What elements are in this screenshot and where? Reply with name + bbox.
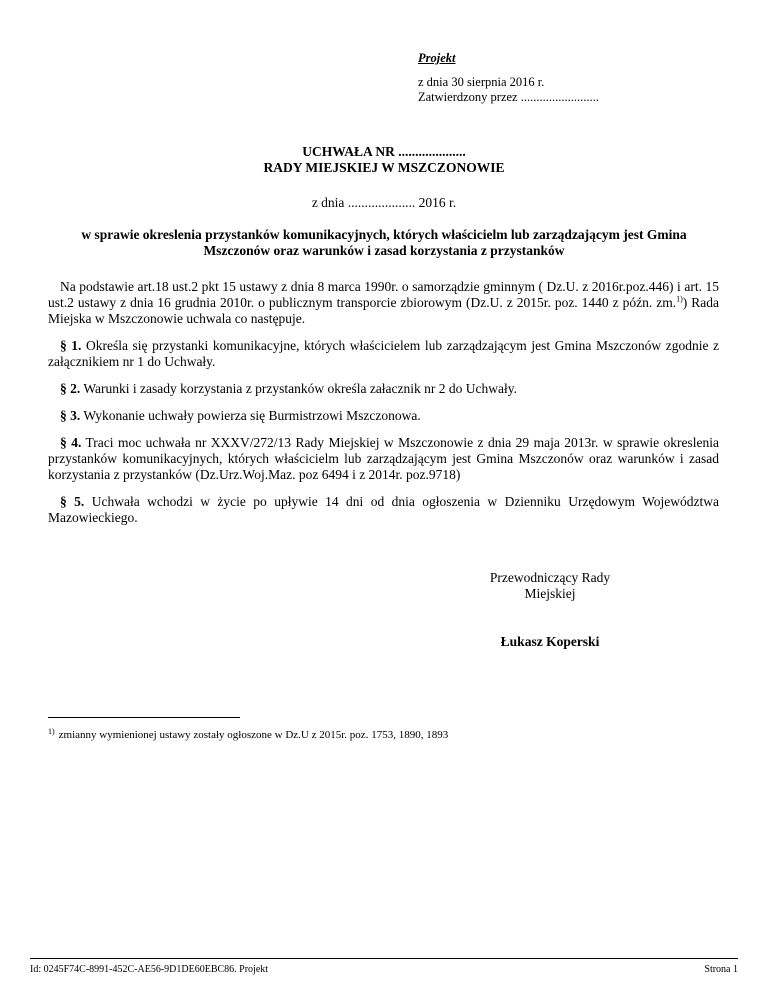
signer-name: Łukasz Koperski <box>500 634 600 649</box>
paragraph-text: Uchwała wchodzi w życie po upływie 14 dni od dnia ogłoszenia w Dzienniku Urzędowym Województwa Mazowieckiego. <box>48 494 720 525</box>
page-number: Strona 1 <box>704 964 738 975</box>
paragraph-text: Warunki i zasady korzystania z przystanków określa załacznik nr 2 do Uchwały. <box>80 381 518 396</box>
paragraph-1 <box>48 338 719 370</box>
paragraph-3 <box>48 408 719 424</box>
document-header <box>418 51 599 105</box>
footer-divider <box>30 958 738 959</box>
preamble-text-end: ) Rada Miejska w Mszczonowie uchwala co następuje. <box>48 295 720 326</box>
paragraph-2 <box>48 381 719 397</box>
preamble <box>48 279 719 327</box>
footnote-text: zmianny wymienionej ustawy zostały ogłoszone w Dz.U z 2015r. poz. 1753, 1890, 1893 <box>58 729 449 741</box>
paragraph-text: Traci moc uchwała nr XXXV/272/13 Rady Miejskiej w Mszczonowie z dnia 29 maja 2013r. w sprawie okreslenia przystanków komunikacyjnych, których właścicielm lub zarządzającym jest Gmina Mszczonów oraz warunków i zasad korzystania z przystanków (Dz.Urz.Woj.Maz. poz 6494 i z 2014r. poz.9718) <box>48 435 719 482</box>
paragraph-text: Określa się przystanki komunikacyjne, których właścicielem lub zarządzającym jest Gmina Mszczonów zgodnie z załącznikiem nr 1 do Uchwały. <box>48 338 720 369</box>
paragraph-5 <box>48 494 719 526</box>
paragraph-number: § 2. <box>60 381 81 396</box>
paragraph-number: § 4. <box>60 435 82 450</box>
header-date: z dnia 30 sierpnia 2016 r. <box>418 75 545 89</box>
paragraph-4 <box>48 435 719 483</box>
resolution-date: z dnia .................... 2016 r. <box>311 195 457 210</box>
title-line-1: UCHWAŁA NR .................... <box>302 144 466 159</box>
title-line-2: RADY MIEJSKIEJ W MSZCZONOWIE <box>263 160 505 175</box>
signer-title <box>440 570 660 602</box>
paragraph-number: § 1. <box>60 338 82 353</box>
paragraph-text: Wykonanie uchwały powierza się Burmistrzowi Mszczonowa. <box>80 408 421 423</box>
preamble-text: Na podstawie art.18 ust.2 pkt 15 ustawy z dnia 8 marca 1990r. o samorządzie gminnym ( Dz.U. z 2016r.poz.446) i art. 15 ust.2 ustawy z dnia 16 grudnia 2010r. o publicznym transporcie zbiorowym (Dz.U. z 2015r. poz. 1440 z późn. zm. <box>48 279 719 310</box>
projekt-label: Projekt <box>418 51 456 65</box>
signer-title-line-1: Przewodniczący Rady <box>489 570 611 585</box>
resolution-subject: w sprawie okreslenia przystanków komunikacyjnych, których właścicielm lub zarządzającym jest Gmina Mszczonów oraz warunków i zasad korzystania z przystanków <box>81 227 687 258</box>
paragraph-number: § 3. <box>60 408 81 423</box>
signer-title-line-2: Miejskiej <box>524 586 576 601</box>
footnote-divider <box>48 717 240 718</box>
footnote-ref: 1) <box>676 294 683 304</box>
paragraph-number: § 5. <box>60 494 85 509</box>
footnote <box>48 725 448 742</box>
resolution-title <box>0 144 768 176</box>
resolution-body <box>48 279 719 537</box>
footnote-marker: 1) <box>48 727 55 736</box>
document-id: Id: 0245F74C-8991-452C-AE56-9D1DE60EBC86. Projekt <box>30 964 269 975</box>
header-approved: Zatwierdzony przez ......................... <box>418 90 599 104</box>
